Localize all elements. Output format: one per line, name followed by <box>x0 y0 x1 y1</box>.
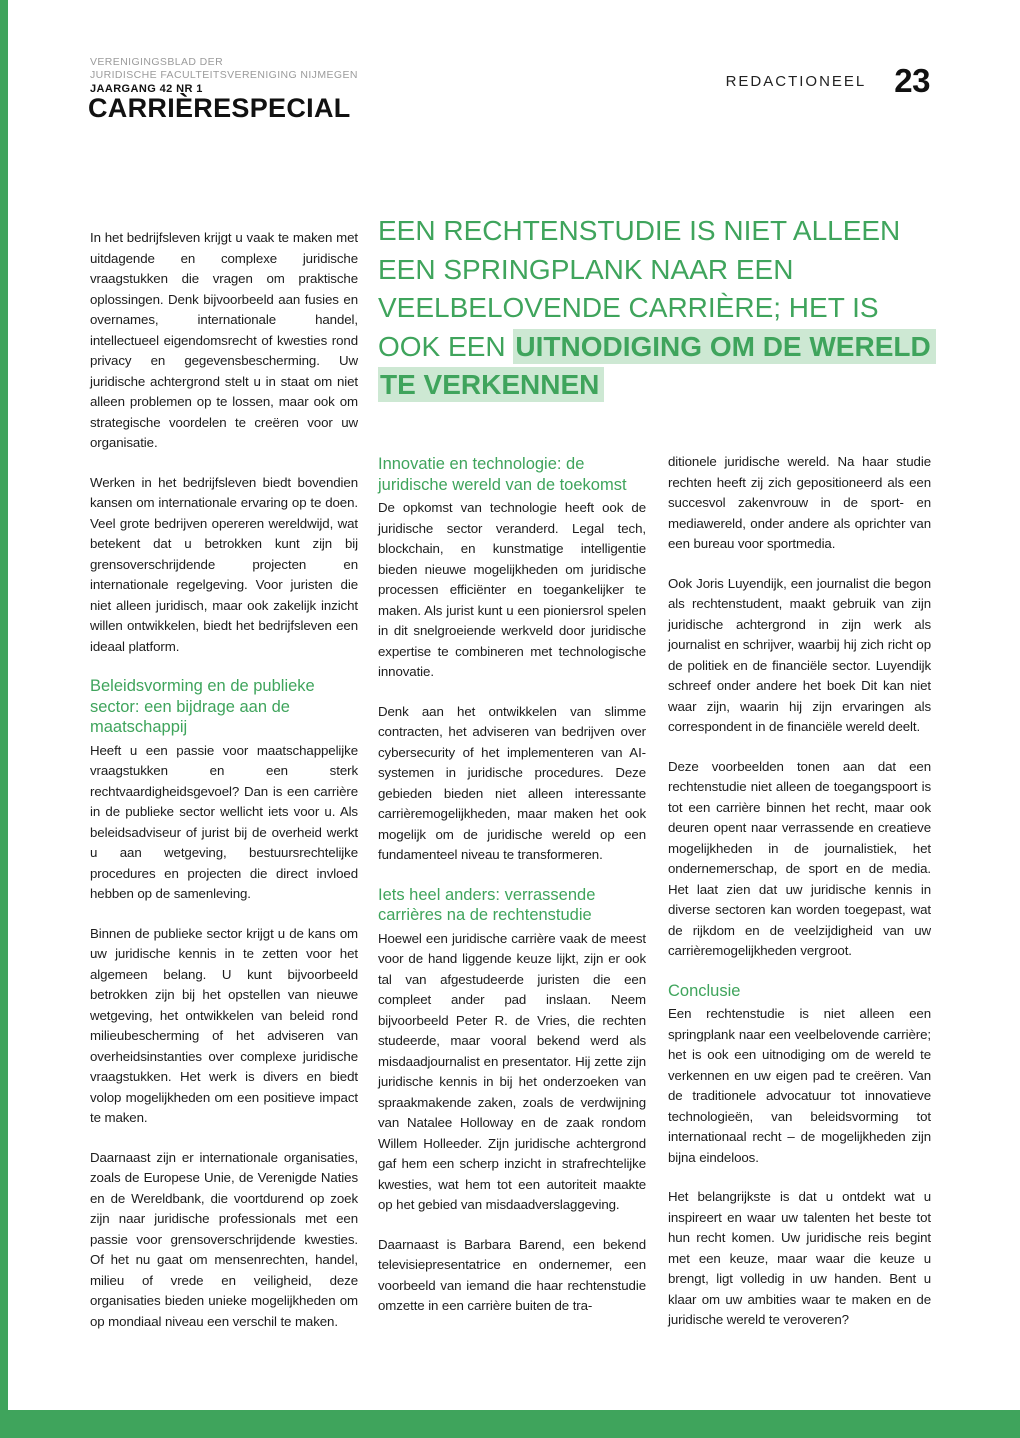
body-paragraph: Denk aan het ontwikkelen van slimme contracten, het adviseren van bedrijven over cybersecurity of het implementeren van AI-systemen in juridische procedures. Deze gebieden bieden niet alleen interessante carrièremogelijkheden, maar maken het ook mogelijk om de juridische wereld op een fundamenteel niveau te transformeren. <box>378 703 646 862</box>
masthead <box>90 56 358 82</box>
body-paragraph: ditionele juridische wereld. Na haar studie rechten heeft zij zich gepositioneerd als een succesvol zakenvrouw in de sport- en mediawereld, onder andere als oprichter van een bureau voor sportmedia. <box>668 454 931 551</box>
page-title: CARRIÈRESPECIAL <box>88 93 351 123</box>
column-right <box>668 452 931 1350</box>
section-heading: Iets heel anders: verrassende carrières na de rechtenstudie <box>378 885 596 924</box>
body-paragraph: Ook Joris Luyendijk, een journalist die begon als rechtenstudent, maakt gebruik van zijn juridische achtergrond in zijn werk als journalist en schrijver, waarbij hij zich richt op de politiek en de financiële sector. Luyendijk schreef onder andere het boek Dit kan niet waar zijn, waarin hij zijn ervaringen als correspondent in de financiële wereld deelt. <box>668 575 931 734</box>
article-headline <box>378 212 938 405</box>
masthead-line2: JURIDISCHE FACULTEITSVERENIGING NIJMEGEN <box>90 69 358 81</box>
body-paragraph: Deze voorbeelden tonen aan dat een rechtenstudie niet alleen de toegangspoort is tot een carrière binnen het recht, maar ook deuren opent naar verrassende en creatieve mogelijkheden in de journalistiek, het ondernemerschap, de sport en de media. Het laat zien dat uw juridische kennis in diverse sectoren kan worden toegepast, wat de rijkdom en de veelzijdigheid van uw carrièremogelijkheden vergroot. <box>668 758 931 958</box>
section-heading: Beleidsvorming en de publieke sector: een bijdrage aan de maatschappij <box>90 677 315 736</box>
issue-label: JAARGANG 42 NR 1 <box>90 83 203 95</box>
left-accent-strip <box>0 0 8 1438</box>
column-middle <box>378 452 646 1336</box>
page-number: 23 <box>894 62 930 99</box>
body-paragraph: Een rechtenstudie is niet alleen een springplank naar een veelbelovende carrière; het is ook een uitnodiging om de wereld te verkennen en uw eigen pad te creëren. Van de traditionele advocatuur tot innovatieve technologieën, van beleidsvorming tot internationaal recht – de mogelijkheden zijn bijna eindeloos. <box>668 1006 931 1165</box>
bottom-accent-bar <box>0 1410 1020 1438</box>
section-heading: Conclusie <box>668 981 741 1000</box>
body-paragraph: Daarnaast is Barbara Barend, een bekend televisiepresentatrice en ondernemer, een voorbeeld van iemand die haar rechtenstudie omzette in een carrière buiten de tra- <box>378 1236 646 1313</box>
body-paragraph: Heeft u een passie voor maatschappelijke vraagstukken en een sterk rechtvaardigheidsgevoel? Dan is een carrière in de publieke sector wellicht iets voor u. Als beleidsadviseur of jurist bij de overheid werkt u aan wetgeving, bestuursrechtelijke procedures en projecten die direct invloed hebben op de samenleving. <box>90 742 358 901</box>
body-paragraph: De opkomst van technologie heeft ook de juridische sector veranderd. Legal tech, blockchain, en kunstmatige intelligentie bieden nieuwe mogelijkheden om juridische processen efficiënter en toegankelijker te maken. Als jurist kunt u een pioniersrol spelen in dit snelgroeiende werkveld door juridische expertise te combineren met technologische innovatie. <box>378 500 646 679</box>
headline-plain: EEN RECHTENSTUDIE IS NIET ALLEEN EEN SPRINGPLANK NAAR EEN VEELBELOVENDE CARRIÈRE; HET IS OOK EEN <box>378 215 901 362</box>
body-paragraph: Daarnaast zijn er internationale organisaties, zoals de Europese Unie, de Verenigde Naties en de Wereldbank, die voortdurend op zoek zijn naar juridische professionals met een passie voor grensoverschrijdende kwesties. Of het nu gaat om mensenrechten, handel, milieu of vrede en veiligheid, deze organisaties bieden unieke mogelijkheden om op mondiaal niveau een verschil te maken. <box>90 1149 358 1329</box>
body-paragraph: Werken in het bedrijfsleven biedt bovendien kansen om internationale ervaring op te doen. Veel grote bedrijven opereren wereldwijd, wat betekent dat u betrokken kunt zijn bij grensoverschrijdende projecten en internationale regelgeving. Voor juristen die niet alleen juridisch, maar ook zakelijk inzicht willen ontwikkelen, biedt het bedrijfsleven een ideaal platform. <box>90 474 358 654</box>
section-heading: Innovatie en technologie: de juridische wereld van de toekomst <box>378 455 627 494</box>
body-paragraph: In het bedrijfsleven krijgt u vaak te maken met uitdagende en complexe juridische vraagstukken die vragen om praktische oplossingen. Denk bijvoorbeeld aan fusies en overnames, internationale handel, intellectueel eigendomsrecht of kwesties rond privacy en gegevensbescherming. Uw juridische achtergrond stelt u in staat om niet alleen problemen op te lossen, maar ook om strategische voordelen te creëren voor uw organisatie. <box>90 230 358 450</box>
body-paragraph: Het belangrijkste is dat u ontdekt wat u inspireert en waar uw talenten het beste tot hun recht komen. Uw juridische reis begint met een keuze, maar waar die keuze u brengt, ligt volledig in uw handen. Bent u klaar om uw ambities waar te maken en de juridische wereld te veroveren? <box>668 1189 931 1327</box>
body-paragraph: Binnen de publieke sector krijgt u de kans om uw juridische kennis in te zetten voor het algemeen belang. U kunt bijvoorbeeld betrokken zijn bij het opstellen van nieuwe wetgeving, het ontwikkelen van beleid rond milieubescherming of het adviseren van overheidsinstanties over complexe juridische vraagstukken. Het werk is divers en biedt volop mogelijkheden om een positieve impact te maken. <box>90 925 358 1125</box>
masthead-line1: VERENIGINGSBLAD DER <box>90 56 224 68</box>
section-label: REDACTIONEEL <box>725 72 867 90</box>
headline-highlight: UITNODIGING OM DE WERELD TE VERKENNEN <box>378 329 936 403</box>
column-left <box>90 228 358 1351</box>
body-paragraph: Hoewel een juridische carrière vaak de meest voor de hand liggende keuze lijkt, zijn er ook tal van afgestudeerde juristen die een compleet ander pad inslaan. Neem bijvoorbeeld Peter R. de Vries, die rechten studeerde, maar vooral bekend werd als misdaadjournalist en presentator. Hij zette zijn juridische kennis in bij het onderzoeken van spraakmakende zaken, zoals de verdwijning van Natalee Holloway en de zaak rondom Willem Holleeder. Zijn juridische achtergrond gaf hem een scherp inzicht in strafrechtelijke kwesties, wat hem tot een autoriteit maakte op het gebied van misdaadverslaggeving. <box>378 930 646 1212</box>
header-right <box>726 62 930 100</box>
